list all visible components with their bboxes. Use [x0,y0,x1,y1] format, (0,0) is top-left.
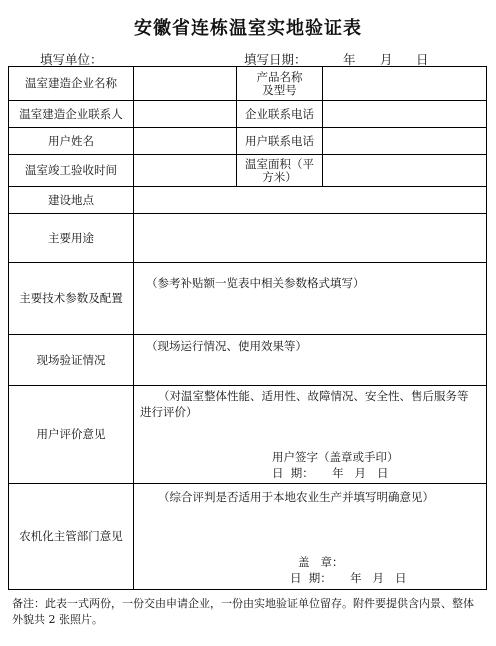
label-area-line2: 方米） [262,169,297,184]
label-tech-params: 主要技术参数及配置 [19,291,123,305]
label-product-model-line1: 产品名称 [256,69,303,84]
label-user-phone: 用户联系电话 [245,133,314,148]
fill-unit-label: 填写单位： [40,52,103,67]
label-acceptance-time: 温室竣工验收时间 [25,163,117,177]
label-location: 建设地点 [48,192,94,207]
label-area-line1: 温室面积（平 [245,156,314,171]
fill-date-month: 月 [380,52,393,67]
dept-seal-label: 盖 章： [298,555,344,569]
hint-tech-params: （参考补贴额一览表中相关参数格式填写） [146,276,365,290]
label-dept-opinion: 农机化主管部门意见 [19,529,123,543]
label-onsite: 现场验证情况 [36,352,106,367]
label-area [237,155,322,186]
form-title: 安徽省连栋温室实地验证表 [134,18,362,39]
label-usage: 主要用途 [48,230,94,245]
hint-dept-opinion: （综合评判是否适用于本地农业生产并填写明确意见） [158,490,434,504]
fill-date-year: 年 [343,52,356,67]
dept-date-label: 日 期： 年 月 日 [290,571,407,585]
user-date-label: 日 期： 年 月 日 [272,466,389,480]
user-sign-label: 用户签字（盖章或手印） [272,450,399,464]
hint-onsite: （现场运行情况、使用效果等） [146,339,307,353]
label-user-eval: 用户评价意见 [36,427,106,441]
column-divider [133,66,134,590]
label-company-phone: 企业联系电话 [245,106,314,121]
fill-date-label: 填写日期： [244,52,307,67]
label-company-name: 温室建造企业名称 [25,76,117,90]
hint-user-eval-line1: （对温室整体性能、适用性、故障情况、安全性、售后服务等 [158,389,469,403]
footnote: 备注：此表一式两份，一份交由申请企业，一份由实地验证单位留存。附件要提供含内景、整体外貌共 2 张照片。 [12,597,474,626]
column-divider [322,66,323,186]
hint-user-eval-line2: 进行评价） [140,405,198,419]
label-product-model-line2: 及型号 [262,82,297,97]
label-user-name: 用户姓名 [48,133,94,148]
label-company-contact: 温室建造企业联系人 [19,106,123,121]
label-product-model [237,67,322,100]
fill-date-day: 日 [416,52,429,67]
